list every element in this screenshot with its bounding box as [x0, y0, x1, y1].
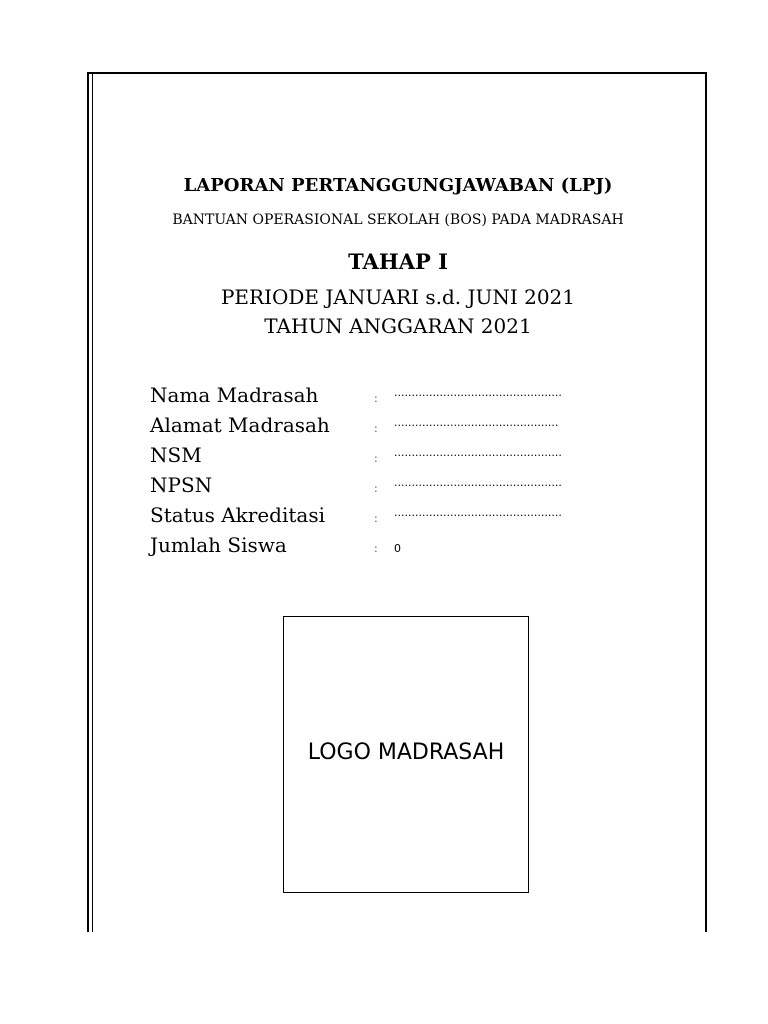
field-colon: : — [374, 422, 378, 435]
report-period: PERIODE JANUARI s.d. JUNI 2021 — [220, 285, 576, 309]
field-value: ................................................ — [394, 476, 562, 489]
field-value: ............................................... — [394, 416, 559, 429]
report-subtitle: BANTUAN OPERASIONAL SEKOLAH (BOS) PADA MADRASAH — [172, 212, 624, 228]
field-label: Jumlah Siswa — [150, 533, 287, 557]
field-npsn — [150, 473, 630, 503]
field-label: NSM — [150, 443, 202, 467]
logo-placeholder-text: LOGO MADRASAH — [307, 740, 505, 765]
field-label: Alamat Madrasah — [150, 413, 330, 437]
page-border-inner-line — [92, 74, 93, 932]
field-status-akreditasi — [150, 503, 630, 533]
field-label: Status Akreditasi — [150, 503, 325, 527]
report-stage: TAHAP I — [348, 249, 448, 274]
field-colon: : — [374, 392, 378, 405]
field-colon: : — [374, 542, 378, 555]
field-value: ................................................ — [394, 386, 562, 399]
field-jumlah-siswa — [150, 533, 630, 563]
field-colon: : — [374, 482, 378, 495]
field-colon: : — [374, 452, 378, 465]
logo-placeholder-box — [283, 616, 529, 893]
field-label: Nama Madrasah — [150, 383, 319, 407]
field-value: ................................................ — [394, 506, 562, 519]
report-title: LAPORAN PERTANGGUNGJAWABAN (LPJ) — [183, 175, 613, 196]
field-colon: : — [374, 512, 378, 525]
report-fiscal-year: TAHUN ANGGARAN 2021 — [264, 314, 532, 338]
field-label: NPSN — [150, 473, 213, 497]
field-value: ................................................ — [394, 446, 562, 459]
field-nama-madrasah — [150, 383, 630, 413]
field-alamat-madrasah — [150, 413, 630, 443]
field-nsm — [150, 443, 630, 473]
field-value: 0 — [394, 542, 401, 555]
